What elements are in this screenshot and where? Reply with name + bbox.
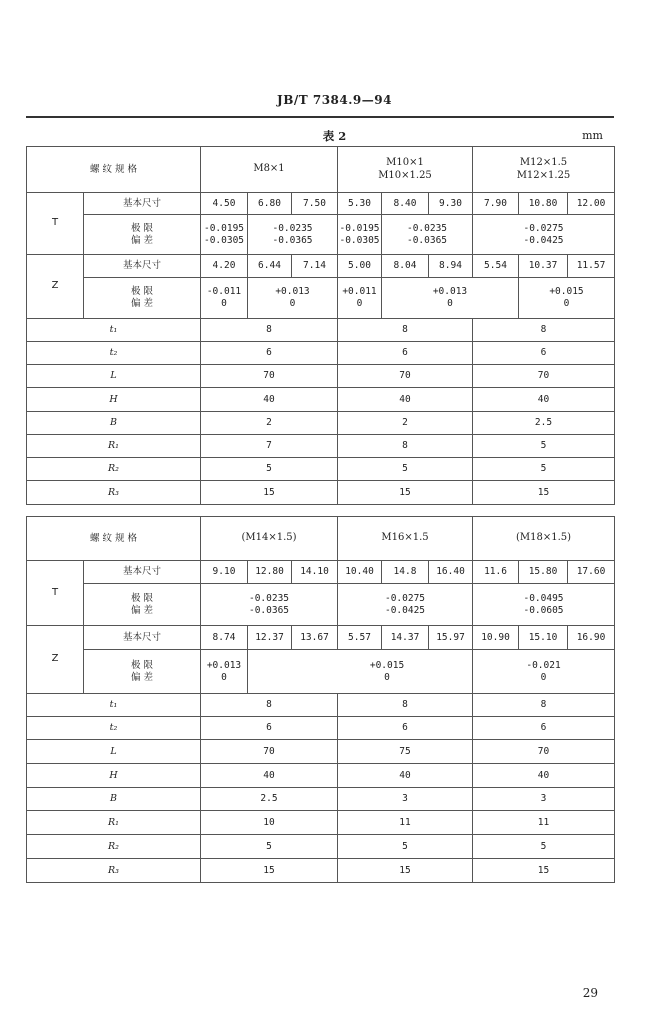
row-label-t2: t₂ [27,717,201,740]
t2-cell: 6 [201,342,338,365]
z-dev-cell: +0.015 0 [248,650,473,694]
h-cell: 40 [473,388,615,412]
z-basic-cell: 6.44 [248,255,292,278]
spec-header: 螺 纹 规 格 [27,147,201,193]
row-label-r1: R₁ [27,435,201,458]
t-basic-cell: 9.10 [201,561,248,584]
row-label-l: L [27,365,201,388]
t-label: T [27,561,84,626]
t-basic-cell: 15.80 [519,561,568,584]
t-basic-cell: 12.80 [248,561,292,584]
z-basic-cell: 12.37 [248,626,292,650]
t-dev-cell: -0.0235 -0.0365 [248,215,338,255]
t-dev-cell: -0.0195 -0.0305 [338,215,382,255]
spec-m16: M16×1.5 [338,517,473,561]
spec-m8: M8×1 [201,147,338,193]
r2-cell: 5 [338,458,473,481]
z-dev-cell: +0.013 0 [201,650,248,694]
row-label-r2: R₂ [27,835,201,859]
z-basic-cell: 15.97 [429,626,473,650]
t-dev-cell: -0.0275 -0.0425 [473,215,615,255]
z-basic-cell: 10.90 [473,626,519,650]
z-dev-cell: +0.015 0 [519,278,615,319]
r3-cell: 15 [338,481,473,505]
table-1 [26,146,615,505]
b-cell: 2.5 [201,788,338,811]
t-basic-cell: 6.80 [248,193,292,215]
r2-cell: 5 [473,835,615,859]
r2-cell: 5 [338,835,473,859]
table-title: 表 2 [322,129,347,143]
z-basic-cell: 16.90 [568,626,615,650]
l-cell: 70 [473,740,615,764]
t-basic-cell: 9.30 [429,193,473,215]
row-label-b: B [27,788,201,811]
r3-cell: 15 [201,859,338,883]
t2-cell: 6 [201,717,338,740]
h-cell: 40 [201,764,338,788]
z-basic-cell: 8.94 [429,255,473,278]
spec-m12: M12×1.5 M12×1.25 [473,147,615,193]
t-basic-cell: 10.40 [338,561,382,584]
row-label-l: L [27,740,201,764]
row-label-t1: t₁ [27,319,201,342]
z-basic-cell: 4.20 [201,255,248,278]
t-basic-label: 基本尺寸 [84,193,201,215]
t-deviation-label: 极 限 偏 差 [84,584,201,626]
spec-m18: (M18×1.5) [473,517,615,561]
t-basic-label: 基本尺寸 [84,561,201,584]
b-cell: 3 [473,788,615,811]
b-cell: 3 [338,788,473,811]
t-deviation-label: 极 限 偏 差 [84,215,201,255]
r3-cell: 15 [338,859,473,883]
z-dev-cell: +0.013 0 [382,278,519,319]
header-rule [26,116,614,118]
t-basic-cell: 14.8 [382,561,429,584]
t2-cell: 6 [338,342,473,365]
t-basic-cell: 5.30 [338,193,382,215]
z-dev-cell: +0.011 0 [338,278,382,319]
r2-cell: 5 [473,458,615,481]
r3-cell: 15 [473,481,615,505]
row-label-t2: t₂ [27,342,201,365]
h-cell: 40 [338,388,473,412]
t1-cell: 8 [338,694,473,717]
z-basic-cell: 5.54 [473,255,519,278]
l-cell: 70 [201,740,338,764]
row-label-h: H [27,764,201,788]
z-basic-label: 基本尺寸 [84,626,201,650]
r1-cell: 11 [338,811,473,835]
h-cell: 40 [201,388,338,412]
t2-cell: 6 [338,717,473,740]
t-basic-cell: 7.50 [292,193,338,215]
t-basic-cell: 12.00 [568,193,615,215]
t-basic-cell: 8.40 [382,193,429,215]
z-dev-cell: -0.021 0 [473,650,615,694]
z-label: Z [27,255,84,319]
spec-m14: (M14×1.5) [201,517,338,561]
z-basic-cell: 8.04 [382,255,429,278]
z-basic-cell: 10.37 [519,255,568,278]
l-cell: 70 [473,365,615,388]
z-deviation-label: 极 限 偏 差 [84,278,201,319]
t-basic-cell: 4.50 [201,193,248,215]
t-basic-cell: 16.40 [429,561,473,584]
l-cell: 70 [201,365,338,388]
spec-header: 螺 纹 规 格 [27,517,201,561]
z-basic-cell: 7.14 [292,255,338,278]
r3-cell: 15 [473,859,615,883]
row-label-h: H [27,388,201,412]
r1-cell: 7 [201,435,338,458]
b-cell: 2 [338,412,473,435]
t-basic-cell: 11.6 [473,561,519,584]
r2-cell: 5 [201,835,338,859]
z-basic-cell: 11.57 [568,255,615,278]
r1-cell: 11 [473,811,615,835]
b-cell: 2 [201,412,338,435]
t-basic-cell: 7.90 [473,193,519,215]
t-dev-cell: -0.0235 -0.0365 [201,584,338,626]
z-basic-cell: 14.37 [382,626,429,650]
page-number: 29 [582,986,598,1000]
z-dev-cell: -0.011 0 [201,278,248,319]
z-basic-cell: 5.57 [338,626,382,650]
z-basic-cell: 8.74 [201,626,248,650]
z-dev-cell: +0.013 0 [248,278,338,319]
r3-cell: 15 [201,481,338,505]
t1-cell: 8 [201,319,338,342]
t2-cell: 6 [473,342,615,365]
h-cell: 40 [473,764,615,788]
z-basic-label: 基本尺寸 [84,255,201,278]
l-cell: 75 [338,740,473,764]
z-basic-cell: 15.10 [519,626,568,650]
spec-m10: M10×1 M10×1.25 [338,147,473,193]
r2-cell: 5 [201,458,338,481]
t-dev-cell: -0.0235 -0.0365 [382,215,473,255]
t-label: T [27,193,84,255]
t1-cell: 8 [473,694,615,717]
z-basic-cell: 5.00 [338,255,382,278]
t1-cell: 8 [201,694,338,717]
t-basic-cell: 14.10 [292,561,338,584]
t-dev-cell: -0.0275 -0.0425 [338,584,473,626]
r1-cell: 8 [338,435,473,458]
z-deviation-label: 极 限 偏 差 [84,650,201,694]
table-2 [26,516,615,883]
row-label-b: B [27,412,201,435]
t-basic-cell: 10.80 [519,193,568,215]
l-cell: 70 [338,365,473,388]
t-dev-cell: -0.0495 -0.0605 [473,584,615,626]
r1-cell: 5 [473,435,615,458]
t-basic-cell: 17.60 [568,561,615,584]
row-label-r3: R₃ [27,481,201,505]
standard-header: JB/T 7384.9—94 [277,93,392,107]
z-label: Z [27,626,84,694]
t1-cell: 8 [338,319,473,342]
r1-cell: 10 [201,811,338,835]
z-basic-cell: 13.67 [292,626,338,650]
unit-label: mm [582,129,603,142]
row-label-r1: R₁ [27,811,201,835]
h-cell: 40 [338,764,473,788]
t2-cell: 6 [473,717,615,740]
row-label-t1: t₁ [27,694,201,717]
row-label-r3: R₃ [27,859,201,883]
row-label-r2: R₂ [27,458,201,481]
t1-cell: 8 [473,319,615,342]
t-dev-cell: -0.0195 -0.0305 [201,215,248,255]
b-cell: 2.5 [473,412,615,435]
